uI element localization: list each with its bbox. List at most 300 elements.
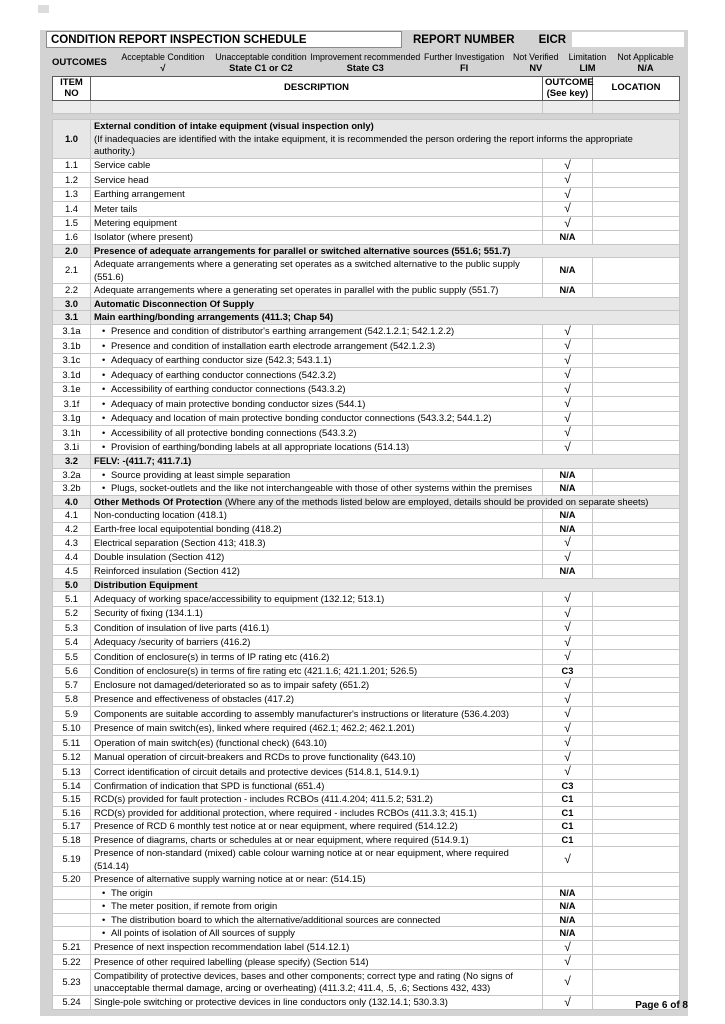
table-row: [53, 455, 680, 469]
item-no-cell: 5.9: [53, 707, 91, 722]
description-cell: [91, 244, 680, 258]
description-cell: • The origin: [91, 886, 543, 900]
col-header-outcome: OUTCOME (See key): [543, 77, 593, 101]
table-row: [53, 873, 680, 887]
report-number-field: [572, 32, 684, 47]
table-row: [53, 900, 680, 914]
item-no-cell: 5.10: [53, 721, 91, 736]
location-cell: [593, 664, 680, 678]
table-row: [53, 120, 680, 159]
description-cell: Operation of main switch(es) (functional check) (643.10): [91, 736, 543, 751]
tick-mark: √: [564, 324, 571, 338]
outcome-cell: [543, 995, 593, 1010]
inspection-table-body: [53, 101, 680, 1010]
item-no-cell: 1.2: [53, 173, 91, 188]
location-cell: [593, 284, 680, 298]
bullet-icon: •: [102, 339, 106, 351]
table-row: [53, 750, 680, 765]
item-no-cell: 3.1f: [53, 397, 91, 412]
description-cell: Condition of insulation of live parts (416.1): [91, 621, 543, 636]
item-no-cell: 4.0: [53, 495, 91, 509]
table-row: [53, 847, 680, 873]
location-cell: [593, 765, 680, 780]
outcome-cell: [543, 592, 593, 607]
table-row: [53, 793, 680, 807]
tick-mark: √: [564, 550, 571, 564]
key-name: Not Applicable: [617, 52, 674, 62]
description-cell: Service head: [91, 173, 543, 188]
description-cell: Isolator (where present): [91, 231, 543, 245]
description-cell: • The meter position, if remote from origin: [91, 900, 543, 914]
outcome-cell: [543, 707, 593, 722]
description-cell: Presence of alternative supply warning notice at or near: (514.15): [91, 873, 543, 887]
tick-mark: √: [564, 954, 571, 968]
tick-mark: √: [564, 649, 571, 663]
table-row: [53, 820, 680, 834]
col-header-location: LOCATION: [593, 77, 680, 101]
bullet-icon: •: [102, 412, 106, 423]
outcome-key-item: [564, 51, 611, 73]
key-code: NV: [529, 62, 543, 73]
item-no-cell: [53, 886, 91, 900]
item-no-cell: [53, 913, 91, 927]
outcome-cell: [543, 202, 593, 217]
description-cell: Correct identification of circuit details and protective devices (514.8.1, 514.9.1): [91, 765, 543, 780]
location-cell: [593, 368, 680, 383]
key-name: Further Investigation: [424, 52, 505, 62]
key-code: LIM: [579, 62, 596, 73]
outcome-cell: [543, 339, 593, 354]
table-row: [53, 650, 680, 665]
table-row: [53, 969, 680, 995]
outcome-cell: N/A: [543, 886, 593, 900]
col-header-item-no: ITEM NO: [53, 77, 91, 101]
description-cell: Adequate arrangements where a generating set operates in parallel with the public supply (551.7): [91, 284, 543, 298]
outcome-key-item: [212, 51, 310, 73]
description-cell: • Presence and condition of installation earth electrode arrangement (542.1.2.3): [91, 339, 543, 354]
item-no-cell: 5.4: [53, 635, 91, 650]
outcome-cell: N/A: [543, 468, 593, 482]
tick-mark: √: [564, 750, 571, 764]
table-row: [53, 216, 680, 231]
description-cell: Non-conducting location (418.1): [91, 509, 543, 523]
table-row: [53, 779, 680, 793]
item-no-cell: [53, 927, 91, 941]
table-row: [53, 550, 680, 565]
location-cell: [593, 339, 680, 354]
tick-mark: √: [564, 706, 571, 720]
table-row: [53, 927, 680, 941]
tick-mark: √: [564, 995, 571, 1009]
table-row: [53, 635, 680, 650]
table-row: [53, 468, 680, 482]
bullet-icon: •: [102, 441, 106, 452]
description-cell: Service cable: [91, 158, 543, 173]
bullet-icon: •: [102, 468, 106, 480]
item-no-cell: 5.5: [53, 650, 91, 665]
description-cell: Meter tails: [91, 202, 543, 217]
table-row: [53, 509, 680, 523]
tick-mark: √: [564, 692, 571, 706]
location-cell: [593, 969, 680, 995]
outcome-cell: N/A: [543, 927, 593, 941]
table-row: [53, 886, 680, 900]
table-row: [53, 231, 680, 245]
location-cell: [593, 216, 680, 231]
outcome-cell: [543, 324, 593, 339]
outcome-cell: [543, 536, 593, 551]
item-no-cell: 5.23: [53, 969, 91, 995]
tick-mark: √: [564, 425, 571, 439]
outcome-cell: [543, 426, 593, 441]
table-row: [53, 592, 680, 607]
key-code: State C3: [346, 62, 384, 73]
description-cell: Enclosure not damaged/deteriorated so as to impair safety (651.2): [91, 678, 543, 693]
item-no-cell: 5.11: [53, 736, 91, 751]
item-no-cell: 1.3: [53, 187, 91, 202]
item-no-cell: 5.13: [53, 765, 91, 780]
bullet-icon: •: [102, 482, 106, 493]
section-title: Distribution Equipment: [94, 578, 198, 590]
description-cell: • Source providing at least simple separation: [91, 468, 543, 482]
item-no-cell: 3.2b: [53, 482, 91, 496]
key-name: Limitation: [568, 52, 607, 62]
bullet-icon: •: [102, 900, 106, 911]
table-row: [53, 368, 680, 383]
description-cell: [91, 120, 680, 159]
item-no-cell: 5.0: [53, 578, 91, 592]
report-number-area: [402, 32, 688, 47]
location-cell: [593, 550, 680, 565]
section-title: Main earthing/bonding arrangements (411.3; Chap 54): [94, 311, 334, 322]
outcome-cell: N/A: [543, 913, 593, 927]
location-cell: [593, 382, 680, 397]
outcome-cell: [543, 411, 593, 426]
location-cell: [593, 833, 680, 847]
outcome-cell: [543, 955, 593, 970]
outcome-cell: C3: [543, 779, 593, 793]
page-indicator: Page 6 of 8: [635, 1000, 688, 1011]
item-no-cell: 2.1: [53, 258, 91, 284]
table-row: [53, 536, 680, 551]
description-cell: RCD(s) provided for additional protection, where required - includes RCBOs (411.3.3; 415.1): [91, 806, 543, 820]
item-no-cell: 5.12: [53, 750, 91, 765]
location-cell: [593, 900, 680, 914]
scan-corner-mark: [38, 5, 49, 13]
outcome-cell: N/A: [543, 482, 593, 496]
page-title: CONDITION REPORT INSPECTION SCHEDULE: [46, 31, 402, 48]
tick-mark: √: [564, 158, 571, 172]
location-cell: [593, 955, 680, 970]
description-cell: • All points of isolation of All sources of supply: [91, 927, 543, 941]
item-no-cell: 4.5: [53, 565, 91, 579]
item-no-cell: 3.2: [53, 455, 91, 469]
location-cell: [593, 468, 680, 482]
tick-mark: √: [564, 974, 571, 989]
location-cell: [593, 820, 680, 834]
outcomes-key: [52, 51, 680, 73]
table-row: [53, 833, 680, 847]
table-row: [53, 202, 680, 217]
outcome-cell: N/A: [543, 900, 593, 914]
item-no-cell: 5.20: [53, 873, 91, 887]
description-cell: Earth-free local equipotential bonding (418.2): [91, 522, 543, 536]
tick-mark: √: [564, 172, 571, 186]
item-no-cell: 5.6: [53, 664, 91, 678]
item-no-cell: 5.15: [53, 793, 91, 807]
location-cell: [593, 606, 680, 621]
outcome-cell: N/A: [543, 231, 593, 245]
outcome-cell: [543, 368, 593, 383]
location-cell: [593, 173, 680, 188]
description-cell: Presence of next inspection recommendation label (514.12.1): [91, 940, 543, 955]
location-cell: [593, 202, 680, 217]
item-no-cell: 5.16: [53, 806, 91, 820]
item-no-cell: 5.19: [53, 847, 91, 873]
outcome-cell: [543, 692, 593, 707]
table-row: [53, 621, 680, 636]
outcome-cell: C1: [543, 793, 593, 807]
item-no-cell: 3.1e: [53, 382, 91, 397]
table-row: [53, 736, 680, 751]
table-row: [53, 426, 680, 441]
tick-mark: √: [564, 735, 571, 749]
tick-mark: √: [564, 440, 571, 454]
outcome-cell: N/A: [543, 258, 593, 284]
table-row: [53, 940, 680, 955]
outcome-key-item: [114, 51, 212, 73]
table-row: [53, 244, 680, 258]
report-number-label: REPORT NUMBER: [413, 33, 515, 46]
description-cell: Adequacy /security of barriers (416.2): [91, 635, 543, 650]
tick-mark: √: [564, 382, 571, 396]
item-no-cell: 1.5: [53, 216, 91, 231]
tick-mark: √: [564, 764, 571, 778]
description-cell: Confirmation of indication that SPD is functional (651.4): [91, 779, 543, 793]
item-no-cell: 3.0: [53, 297, 91, 311]
tick-mark: √: [564, 396, 571, 410]
outcome-cell: [543, 635, 593, 650]
item-no-cell: [53, 101, 91, 114]
section-note: (If inadequacies are identified with the intake equipment, it is recommended the person ordering the report informs the appropriate authority.): [94, 132, 633, 156]
col-header-description: DESCRIPTION: [91, 77, 543, 101]
outcome-cell: [543, 750, 593, 765]
description-cell: • Presence and condition of distributor's earthing arrangement (542.1.2.1; 542.1.2.2): [91, 324, 543, 339]
item-no-cell: 3.1h: [53, 426, 91, 441]
table-row: [53, 721, 680, 736]
location-cell: [593, 353, 680, 368]
outcome-cell: [543, 873, 593, 887]
bullet-icon: •: [102, 426, 106, 438]
table-row: [53, 284, 680, 298]
key-name: Improvement recommended: [310, 52, 421, 62]
tick-mark: √: [564, 187, 571, 201]
table-row: [53, 955, 680, 970]
bullet-icon: •: [102, 927, 106, 938]
item-no-cell: 3.1: [53, 311, 91, 325]
location-cell: [593, 793, 680, 807]
item-no-cell: 3.1c: [53, 353, 91, 368]
table-row: [53, 565, 680, 579]
location-cell: [593, 509, 680, 523]
key-code: FI: [460, 62, 469, 73]
outcome-cell: [543, 397, 593, 412]
section-title: Automatic Disconnection Of Supply: [94, 297, 254, 309]
location-cell: [593, 565, 680, 579]
item-no-cell: 5.14: [53, 779, 91, 793]
location-cell: [593, 440, 680, 455]
location-cell: [593, 913, 680, 927]
location-cell: [593, 650, 680, 665]
location-cell: [593, 847, 680, 873]
item-no-cell: 3.2a: [53, 468, 91, 482]
description-cell: • Adequacy of earthing conductor connections (542.3.2): [91, 368, 543, 383]
outcome-key-item: [310, 51, 421, 73]
table-row: [53, 692, 680, 707]
item-no-cell: 5.24: [53, 995, 91, 1010]
description-cell: Security of fixing (134.1.1): [91, 606, 543, 621]
outcome-cell: C1: [543, 833, 593, 847]
table-row: [53, 297, 680, 311]
item-no-cell: 3.1i: [53, 440, 91, 455]
description-cell: [91, 297, 680, 311]
description-cell: • Accessibility of all protective bonding connections (543.3.2): [91, 426, 543, 441]
outcome-cell: [543, 353, 593, 368]
location-cell: [593, 736, 680, 751]
location-cell: [593, 940, 680, 955]
item-no-cell: 5.3: [53, 621, 91, 636]
item-no-cell: 5.18: [53, 833, 91, 847]
description-cell: Presence of main switch(es), linked where required (462.1; 462.2; 462.1.201): [91, 721, 543, 736]
location-cell: [593, 592, 680, 607]
key-code: N/A: [637, 62, 654, 73]
location-cell: [593, 750, 680, 765]
table-row: [53, 353, 680, 368]
table-row: [53, 440, 680, 455]
item-no-cell: 5.1: [53, 592, 91, 607]
description-cell: Electrical separation (Section 413; 418.3): [91, 536, 543, 551]
section-title: External condition of intake equipment (visual inspection only): [94, 120, 374, 131]
description-cell: • Adequacy of earthing conductor size (542.3; 543.1.1): [91, 353, 543, 368]
location-cell: [593, 231, 680, 245]
outcome-cell: [543, 187, 593, 202]
outcome-cell: [543, 101, 593, 114]
item-no-cell: 4.2: [53, 522, 91, 536]
item-no-cell: 3.1g: [53, 411, 91, 426]
table-row: [53, 158, 680, 173]
title-row: [40, 30, 688, 49]
outcome-key-item: [611, 51, 680, 73]
item-no-cell: 5.17: [53, 820, 91, 834]
outcome-cell: N/A: [543, 522, 593, 536]
outcome-cell: [543, 736, 593, 751]
key-code: √: [160, 62, 166, 73]
description-cell: Condition of enclosure(s) in terms of IP rating etc (416.2): [91, 650, 543, 665]
tick-mark: √: [564, 201, 571, 215]
outcome-cell: N/A: [543, 284, 593, 298]
location-cell: [593, 721, 680, 736]
tick-mark: √: [564, 411, 571, 425]
item-no-cell: 5.22: [53, 955, 91, 970]
tick-mark: √: [564, 620, 571, 634]
description-cell: [91, 455, 680, 469]
table-row: [53, 411, 680, 426]
outcome-cell: [543, 721, 593, 736]
location-cell: [593, 635, 680, 650]
description-cell: [91, 311, 680, 325]
item-no-cell: 1.0: [53, 120, 91, 159]
table-row: [53, 101, 680, 114]
table-row: [53, 522, 680, 536]
table-row: [53, 397, 680, 412]
description-cell: Single-pole switching or protective devices in line conductors only (132.14.1; 530.3.3): [91, 995, 543, 1010]
item-no-cell: 3.1b: [53, 339, 91, 354]
description-cell: Compatibility of protective devices, bases and other components; correct type and rating (No signs of unacceptable thermal damage, arcing or overheating) (411.3.2; 411.4, .5, .6; Sections 432, 433): [91, 969, 543, 995]
location-cell: [593, 806, 680, 820]
outcome-cell: C1: [543, 820, 593, 834]
location-cell: [593, 621, 680, 636]
description-cell: [91, 578, 680, 592]
description-cell: [91, 101, 543, 114]
location-cell: [593, 707, 680, 722]
tick-mark: √: [564, 591, 571, 605]
tick-mark: √: [564, 338, 571, 352]
location-cell: [593, 873, 680, 887]
table-row: [53, 324, 680, 339]
bullet-icon: •: [102, 368, 106, 380]
description-cell: Adequacy of working space/accessibility to equipment (132.12; 513.1): [91, 592, 543, 607]
bullet-icon: •: [102, 383, 106, 394]
tick-mark: √: [564, 677, 571, 691]
item-no-cell: 3.1d: [53, 368, 91, 383]
tick-mark: √: [564, 721, 571, 735]
item-no-cell: 2.2: [53, 284, 91, 298]
item-no-cell: 4.4: [53, 550, 91, 565]
description-cell: Condition of enclosure(s) in terms of fire rating etc (421.1.6; 421.1.201; 526.5): [91, 664, 543, 678]
location-cell: [593, 536, 680, 551]
location-cell: [593, 426, 680, 441]
outcome-cell: C1: [543, 806, 593, 820]
outcome-cell: [543, 678, 593, 693]
key-name: Acceptable Condition: [121, 52, 205, 62]
location-cell: [593, 258, 680, 284]
outcomes-key-label: OUTCOMES: [52, 56, 107, 68]
section-title: Other Methods Of Protection: [94, 495, 223, 507]
table-row: [53, 913, 680, 927]
table-row: [53, 664, 680, 678]
outcome-cell: C3: [543, 664, 593, 678]
outcome-cell: N/A: [543, 565, 593, 579]
tick-mark: √: [564, 851, 571, 866]
bullet-icon: •: [102, 397, 106, 409]
description-cell: Reinforced insulation (Section 412): [91, 565, 543, 579]
description-cell: Presence of diagrams, charts or schedules at or near equipment, where required (514.9.1): [91, 833, 543, 847]
item-no-cell: 5.8: [53, 692, 91, 707]
description-cell: Metering equipment: [91, 216, 543, 231]
location-cell: [593, 886, 680, 900]
table-row: [53, 995, 680, 1010]
description-cell: Adequate arrangements where a generating set operates as a switched alternative to the public supply (551.6): [91, 258, 543, 284]
key-name: Unacceptable condition: [215, 52, 307, 62]
table-row: [53, 173, 680, 188]
location-cell: [593, 522, 680, 536]
tick-mark: √: [564, 353, 571, 367]
table-row: [53, 806, 680, 820]
location-cell: [593, 397, 680, 412]
table-row: [53, 606, 680, 621]
item-no-cell: 2.0: [53, 244, 91, 258]
description-cell: Presence of RCD 6 monthly test notice at or near equipment, where required (514.12.2): [91, 820, 543, 834]
